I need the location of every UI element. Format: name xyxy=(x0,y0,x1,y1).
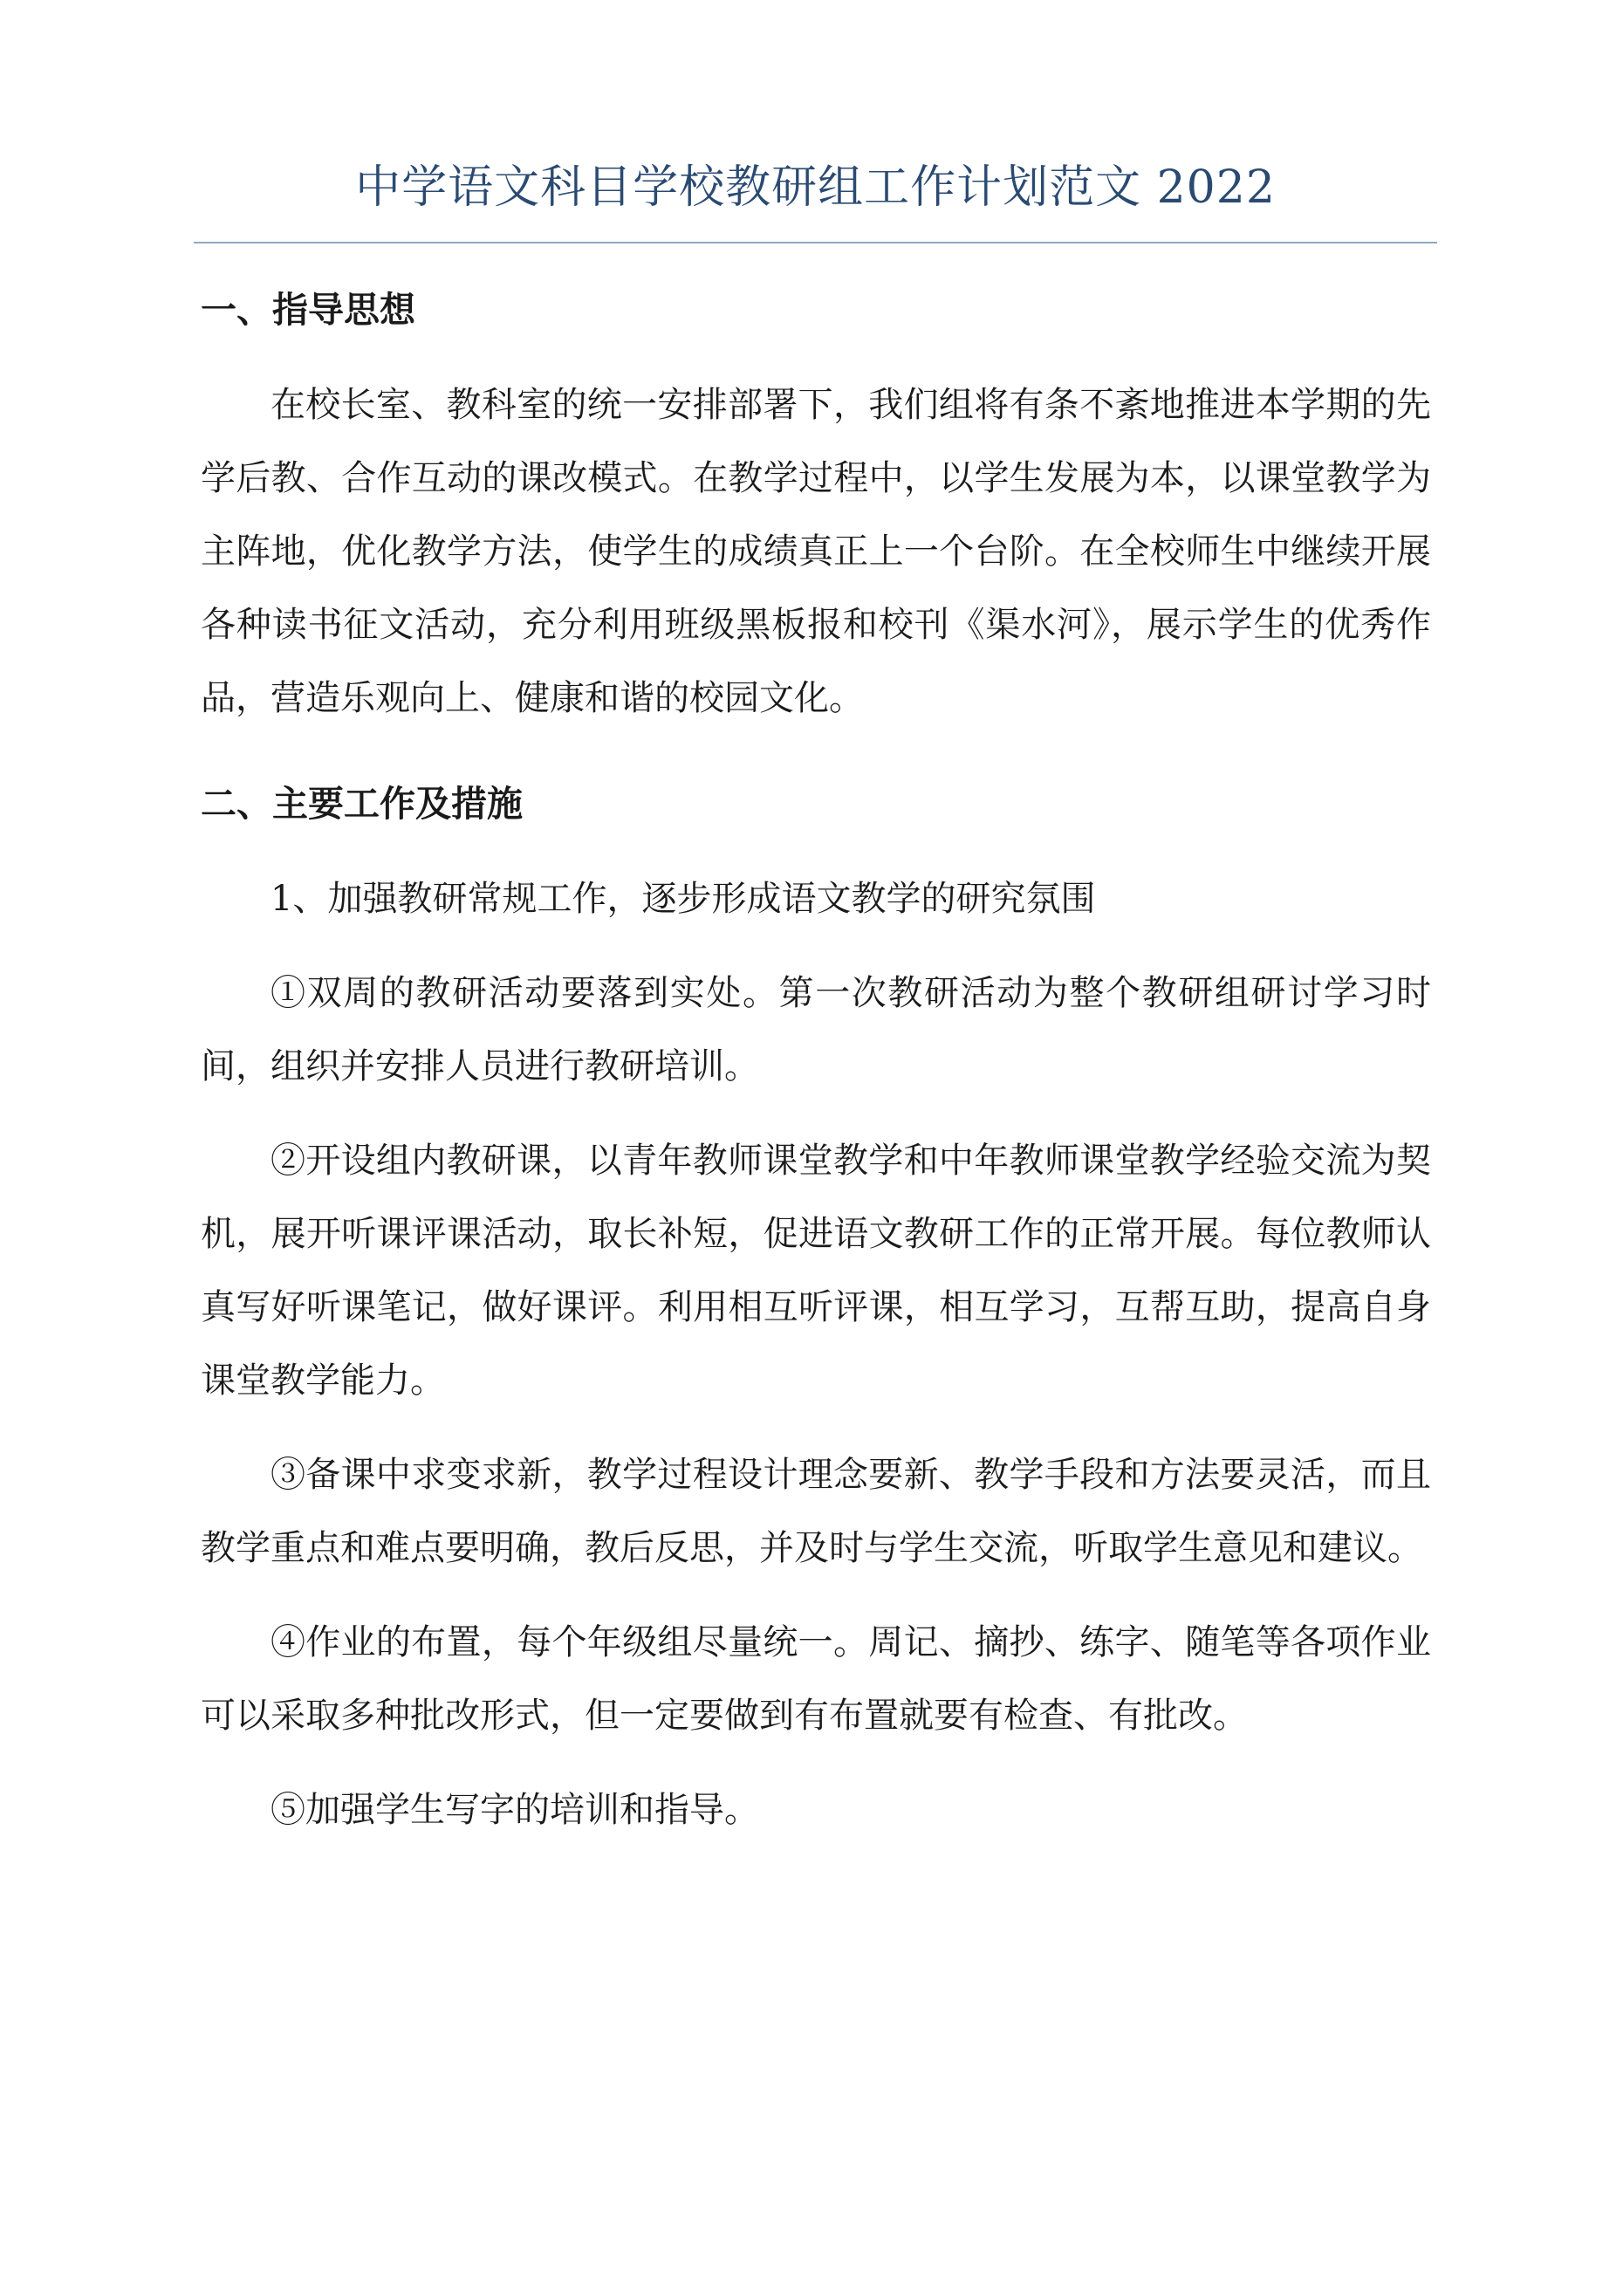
section-heading-main-work: 二、主要工作及措施 xyxy=(201,783,523,825)
list-item: ④作业的布置，每个年级组尽量统一。周记、摘抄、练字、随笔等各项作业可以采取多种批改形式，但一定要做到有布置就要有检查、有批改。 xyxy=(201,1622,1431,1736)
title-divider xyxy=(194,242,1437,243)
section-heading-guiding-ideology: 一、指导思想 xyxy=(201,289,415,331)
list-item: ②开设组内教研课，以青年教师课堂教学和中年教师课堂教学经验交流为契机，展开听课评课活动，取长补短，促进语文教研工作的正常开展。每位教师认真写好听课笔记，做好课评。利用相互听评课，相互学习，互帮互助，提高自身课堂教学能力。 xyxy=(201,1141,1431,1401)
list-item: ①双周的教研活动要落到实处。第一次教研活动为整个教研组研讨学习时间，组织并安排人员进行教研培训。 xyxy=(201,973,1431,1086)
document-title: 中学语文科目学校教研组工作计划范文 2022 xyxy=(355,161,1276,214)
list-item: ⑤加强学生写字的培训和指导。 xyxy=(270,1790,759,1830)
paragraph-guiding-ideology: 在校长室、教科室的统一安排部署下，我们组将有条不紊地推进本学期的先学后教、合作互动的课改模式。在教学过程中，以学生发展为本，以课堂教学为主阵地，优化教学方法，使学生的成绩真正上一个台阶。在全校师生中继续开展各种读书征文活动，充分利用班级黑板报和校刊《渠水河》，展示学生的优秀作品，营造乐观向上、健康和谐的校园文化。 xyxy=(201,385,1431,718)
subheading-teaching-research: 1、加强教研常规工作，逐步形成语文教学的研究氛围 xyxy=(270,879,1096,919)
document-body xyxy=(201,279,1431,1868)
list-item: ③备课中求变求新，教学过程设计理念要新、教学手段和方法要灵活，而且教学重点和难点要明确，教后反思，并及时与学生交流，听取学生意见和建议。 xyxy=(201,1455,1431,1568)
